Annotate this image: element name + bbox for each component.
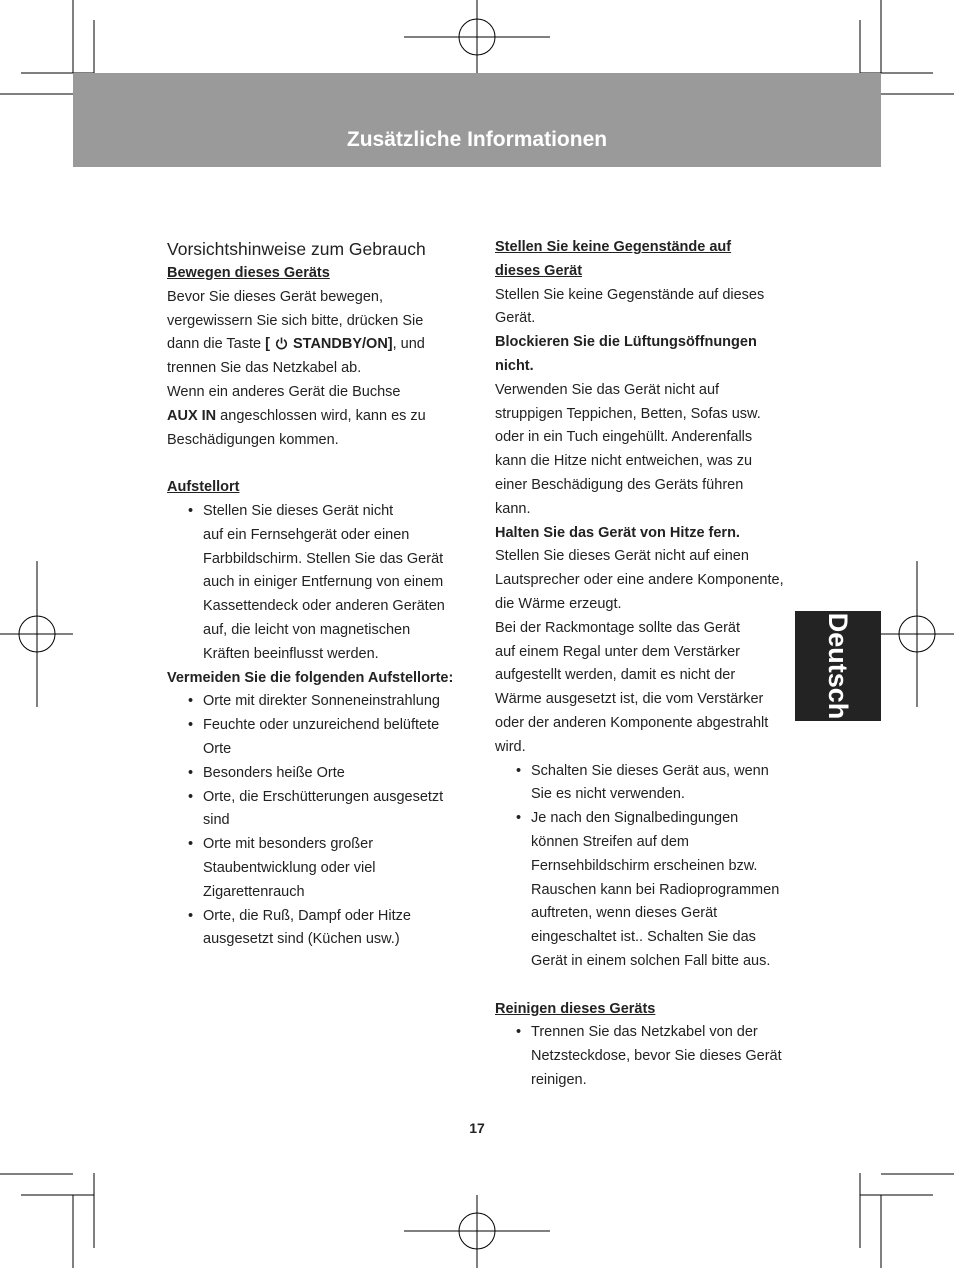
left-column [167, 236, 457, 952]
text-line: Verwenden Sie das Gerät nicht auf [495, 381, 720, 398]
vents-heading: Blockieren Sie die Lüftungsöffnungen [495, 334, 757, 351]
power-icon [275, 337, 288, 350]
objects-heading-cont: dieses Gerät [495, 262, 583, 279]
list-item [167, 690, 457, 714]
text-line: struppigen Teppichen, Betten, Sofas usw. [495, 405, 761, 422]
text-line: Staubentwicklung oder viel [203, 859, 376, 876]
text-line: Zigarettenrauch [203, 883, 305, 900]
list-item [167, 786, 457, 834]
text-line: oder in ein Tuch eingehüllt. Anderenfalls [495, 429, 753, 446]
text-line: • Schalten Sie dieses Gerät aus, wenn [531, 762, 769, 779]
text-line: Bevor Sie dieses Gerät bewegen, [167, 288, 384, 305]
text-line: sind [203, 812, 230, 829]
list-item [167, 905, 457, 953]
text-line: eingeschaltet ist.. Schalten Sie das [531, 929, 756, 946]
text-line: wird. [495, 738, 526, 755]
text-line: Sie es nicht verwenden. [531, 786, 685, 803]
text-fragment: angeschlossen wird, kann es zu [216, 407, 426, 424]
text-line: Netzsteckdose, bevor Sie dieses Gerät [531, 1048, 782, 1065]
text-line: oder der anderen Komponente abgestrahlt [495, 714, 769, 731]
text-line: Lautsprecher oder eine andere Komponente, [495, 572, 784, 589]
text-line: • Orte, die Ruß, Dampf oder Hitze [203, 907, 411, 924]
list-item [495, 1021, 789, 1092]
text-line: Beschädigungen kommen. [167, 431, 339, 448]
text-line: auf ein Fernsehgerät oder einen [203, 526, 410, 543]
text-line: • Orte mit besonders großer [203, 836, 374, 853]
text-line: • Orte, die Erschütterungen ausgesetzt [203, 788, 444, 805]
heat-list [495, 760, 789, 974]
text-line: Farbbildschirm. Stellen Sie das Gerät [203, 550, 444, 567]
text-line: Kassettendeck oder anderen Geräten [203, 598, 445, 615]
text-line: Gerät. [495, 310, 536, 327]
text-line: auch in einiger Entfernung von einem [203, 574, 444, 591]
text-line: auf, die leicht von magnetischen [203, 621, 411, 638]
text-line: Stellen Sie keine Gegenstände auf dieses [495, 286, 765, 303]
right-column [495, 236, 789, 1093]
section-header-bar [73, 73, 881, 167]
text-line: Orte [203, 740, 232, 757]
text-line: vergewissern Sie sich bitte, drücken Sie [167, 312, 424, 329]
text-line: aufgestellt werden, damit es nicht der [495, 667, 736, 684]
text-line: kann. [495, 500, 531, 517]
objects-heading: Stellen Sie keine Gegenstände auf [495, 239, 732, 255]
text-line: kann die Hitze nicht entweichen, was zu [495, 453, 753, 470]
text-line: Wärme ausgesetzt ist, die vom Verstärker [495, 691, 764, 708]
text-line: • Je nach den Signalbedingungen [531, 810, 739, 827]
list-item [167, 714, 457, 762]
cleaning-list [495, 1021, 789, 1092]
text-line: Stellen Sie dieses Gerät nicht auf einen [495, 548, 749, 565]
list-item [167, 833, 457, 904]
list-item [495, 807, 789, 974]
text-line: auf einem Regal unter dem Verstärker [495, 643, 741, 660]
page-header-title: Zusätzliche Informationen [346, 128, 608, 151]
standby-label: STANDBY/ON] [293, 336, 393, 353]
text-line [167, 333, 457, 357]
move-heading: Bewegen dieses Geräts [167, 265, 330, 281]
text-line: trennen Sie das Netzkabel ab. [167, 360, 362, 377]
avoid-list [167, 690, 457, 952]
page-number: 17 [469, 1120, 485, 1136]
text-line: Bei der Rackmontage sollte das Gerät [495, 619, 741, 636]
text-line: Wenn ein anderes Gerät die Buchse [167, 383, 401, 400]
section-title: Vorsichtshinweise zum Gebrauch [167, 239, 426, 259]
text-line: • Besonders heiße Orte [203, 764, 345, 781]
language-side-tab [795, 611, 881, 721]
text-line: reinigen. [531, 1071, 587, 1088]
cleaning-heading: Reinigen dieses Geräts [495, 1000, 656, 1017]
avoid-heading: Vermeiden Sie die folgenden Aufstellorte: [167, 669, 454, 686]
text-line: Kräften beeinflusst werden. [203, 645, 379, 662]
text-line: können Streifen auf dem [531, 833, 689, 850]
placement-list [167, 500, 457, 667]
text-fragment: dann die Taste [167, 336, 266, 353]
text-line: auftreten, wenn dieses Gerät [531, 905, 718, 922]
placement-heading: Aufstellort [167, 479, 240, 496]
text-line: die Wärme erzeugt. [495, 595, 622, 612]
text-line: • Orte mit direkter Sonneneinstrahlung [203, 693, 440, 710]
text-fragment: , und [392, 336, 425, 353]
vents-heading-cont: nicht. [495, 357, 534, 374]
aux-in-label: AUX IN [167, 407, 217, 424]
text-line: • Trennen Sie das Netzkabel von der [531, 1024, 758, 1041]
text-line: ausgesetzt sind (Küchen usw.) [203, 931, 400, 948]
bracket-text: [ [265, 336, 270, 353]
list-item [167, 500, 457, 667]
list-item [167, 762, 457, 786]
language-tab-label: Deutsch [823, 612, 853, 720]
text-line [167, 405, 457, 429]
heat-heading: Halten Sie das Gerät von Hitze fern. [495, 524, 740, 541]
text-line: einer Beschädigung des Geräts führen [495, 476, 744, 493]
list-item [495, 760, 789, 808]
standby-button-ref [265, 336, 393, 352]
text-line: • Feuchte oder unzureichend belüftete [203, 717, 440, 734]
text-line: Fernsehbildschirm erscheinen bzw. [531, 857, 758, 874]
text-line: Rauschen kann bei Radioprogrammen [531, 881, 780, 898]
text-line: • Stellen Sie dieses Gerät nicht [203, 502, 394, 519]
text-line: Gerät in einem solchen Fall bitte aus. [531, 952, 771, 969]
